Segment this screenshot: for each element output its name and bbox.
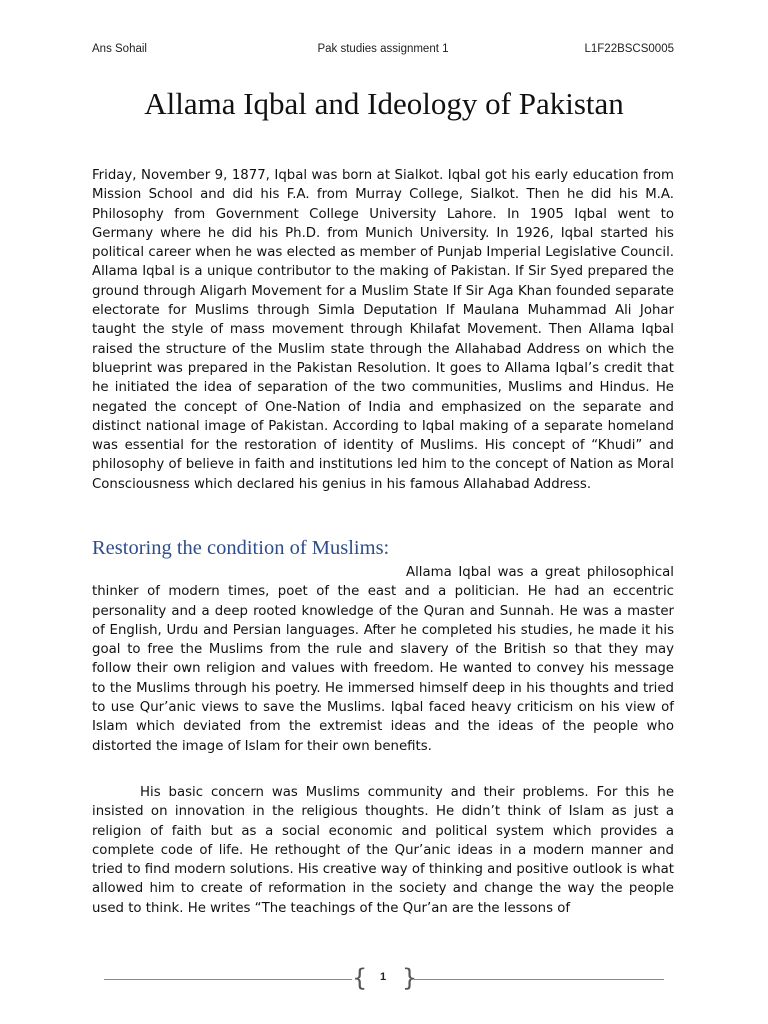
footer-brace-left: { [352, 964, 368, 992]
header-roll-number: L1F22BSCS0005 [584, 43, 674, 55]
paragraph-restoring: Allama Iqbal was a great philosophical thinker of modern times, poet of the east and a politician. He had an eccentric personality and a deep rooted knowledge of the Quran and Sunnah. He was a master of English, Urdu and Persian languages. After he completed his studies, he made it his goal to free the Muslims from the rule and slavery of the British so that they may follow their own religion and values with freedom. He wanted to convey his message to the Muslims through his poetry. He immersed himself deep in his thoughts and tried to use Qur’anic views to save the Muslims. Iqbal faced heavy criticism on his view of Islam which deviated from the extremist ideas and the ideas of the people who distorted the image of Islam for their own benefits. [92, 565, 674, 754]
document-title: Allama Iqbal and Ideology of Pakistan [144, 86, 624, 121]
paragraph-concern: His basic concern was Muslims community and their problems. For this he insisted on innovation in the religious thoughts. He didn’t think of Islam as just a religion of faith but as a social economic and political system which provides a complete code of life. He rethought of the Qur’anic ideas in a modern manner and tried to find modern solutions. His creative way of thinking and positive outlook is what allowed him to create of reformation in the society and change the way the people used to think. He writes “The teachings of the Qur’an are the lessons of [92, 785, 674, 916]
paragraph-intro: Friday, November 9, 1877, Iqbal was born at Sialkot. Iqbal got his early education from Mission School and did his F.A. from Murray College, Sialkot. Then he did his M.A. Philosophy from Government College University Lahore. In 1905 Iqbal went to Germany where he did his Ph.D. from Munich University. In 1926, Iqbal started his political career when he was elected as member of Punjab Imperial Legislative Council. Allama Iqbal is a unique contributor to the making of Pakistan. If Sir Syed prepared the ground through Aligarh Movement for a Muslim State If Sir Aga Khan founded separate electorate for Muslims through Simla Deputation If Maulana Muhammad Ali Johar taught the style of mass movement through Khilafat Movement. Then Allama Iqbal raised the structure of the Muslim state through the Allahabad Address on which the blueprint was prepared in the Pakistan Resolution. It goes to Allama Iqbal’s credit that he initiated the idea of separation of the two communities, Muslims and Hindus. He negated the concept of One-Nation of India and emphasized on the separate and distinct national image of Pakistan. According to Iqbal making of a separate homeland was essential for the restoration of identity of Muslims. His concept of “Khudi” and philosophy of believe in faith and institutions led him to the concept of Nation as Moral Consciousness which declared his genius in his famous Allahabad Address. [92, 168, 674, 492]
footer-rule-right [414, 979, 664, 980]
page-number: 1 [379, 971, 387, 983]
footer-rule-left [104, 979, 352, 980]
header-course: Pak studies assignment 1 [317, 43, 449, 55]
footer-brace-right: } [402, 964, 418, 992]
header-author: Ans Sohail [92, 43, 147, 55]
section-heading: Restoring the condition of Muslims: [92, 537, 390, 559]
page-header [92, 43, 674, 59]
